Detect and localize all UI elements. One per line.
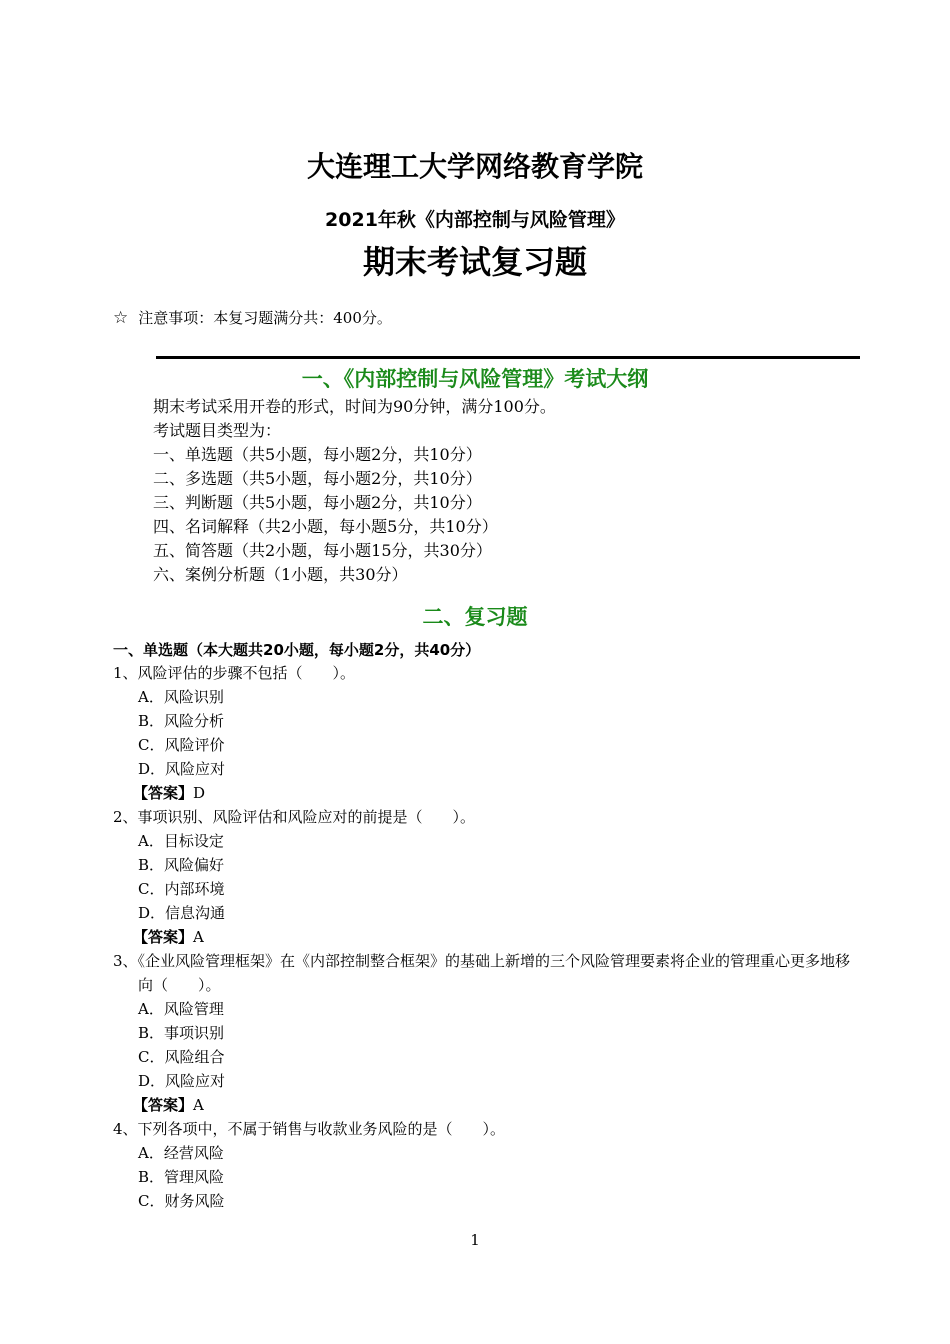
answer-label: 【答案】	[133, 784, 194, 802]
question-option: A．经营风险	[138, 1144, 224, 1162]
question-stem: 2、事项识别、风险评估和风险应对的前提是（ ）。	[113, 808, 476, 826]
outline-line: 六、案例分析题（1小题，共30分）	[153, 565, 408, 584]
outline-line: 考试题目类型为：	[153, 421, 282, 440]
page-number: 1	[470, 1231, 480, 1249]
answer-value: D	[193, 784, 206, 802]
answer-line	[113, 781, 853, 805]
question-option: C．内部环境	[138, 880, 225, 898]
answer-line	[113, 925, 853, 949]
outline-line: 四、名词解释（共2小题，每小题5分，共10分）	[153, 517, 498, 536]
answer-label: 【答案】	[133, 1096, 194, 1114]
question-option: B．风险偏好	[138, 856, 225, 874]
question-option: A．目标设定	[138, 832, 224, 850]
exam-title: 期末考试复习题	[362, 243, 587, 281]
section-heading-outline: 一、《内部控制与风险管理》考试大纲	[301, 367, 649, 391]
question-option: C．财务风险	[138, 1192, 225, 1210]
outline-line: 期末考试采用开卷的形式，时间为90分钟，满分100分。	[153, 397, 556, 416]
question-option: B．管理风险	[138, 1168, 225, 1186]
question-list	[113, 661, 853, 1213]
question-stem: 3、《企业风险管理框架》在《内部控制整合框架》的基础上新增的三个风险管理要素将企业的管理重心更多地移向（ ）。	[113, 952, 851, 994]
question-option: C．风险评价	[138, 736, 225, 754]
star-icon: ☆	[113, 308, 129, 328]
course-title: 2021年秋《内部控制与风险管理》	[325, 209, 625, 231]
part-heading-single-choice: 一、单选题（本大题共20小题，每小题2分，共40分）	[113, 641, 481, 659]
question-option: A．风险管理	[138, 1000, 224, 1018]
exam-outline	[153, 395, 556, 587]
answer-value: A	[193, 928, 204, 946]
outline-line: 二、多选题（共5小题，每小题2分，共10分）	[153, 469, 482, 488]
question-option: B．风险分析	[138, 712, 225, 730]
question-option: D．风险应对	[138, 1072, 226, 1090]
question-item	[113, 949, 853, 1117]
outline-line: 三、判断题（共5小题，每小题2分，共10分）	[153, 493, 482, 512]
answer-value: A	[193, 1096, 204, 1114]
question-option: C．风险组合	[138, 1048, 225, 1066]
question-option: B．事项识别	[138, 1024, 225, 1042]
outline-line: 五、简答题（共2小题，每小题15分，共30分）	[153, 541, 492, 560]
question-stem: 4、下列各项中，不属于销售与收款业务风险的是（ ）。	[113, 1120, 506, 1138]
question-stem: 1、风险评估的步骤不包括（ ）。	[113, 664, 356, 682]
notice-text: 注意事项：本复习题满分共：400分。	[138, 309, 392, 327]
question-item	[113, 661, 853, 805]
question-item	[113, 805, 853, 949]
question-option: A．风险识别	[138, 688, 224, 706]
answer-label: 【答案】	[133, 928, 194, 946]
question-item	[113, 1117, 853, 1213]
notice	[113, 307, 392, 328]
answer-line	[113, 1093, 853, 1117]
outline-line: 一、单选题（共5小题，每小题2分，共10分）	[153, 445, 482, 464]
divider-rule	[156, 356, 860, 359]
question-option: D．风险应对	[138, 760, 226, 778]
section-heading-review: 二、复习题	[422, 605, 528, 629]
institution-title: 大连理工大学网络教育学院	[306, 150, 643, 183]
question-option: D．信息沟通	[138, 904, 226, 922]
